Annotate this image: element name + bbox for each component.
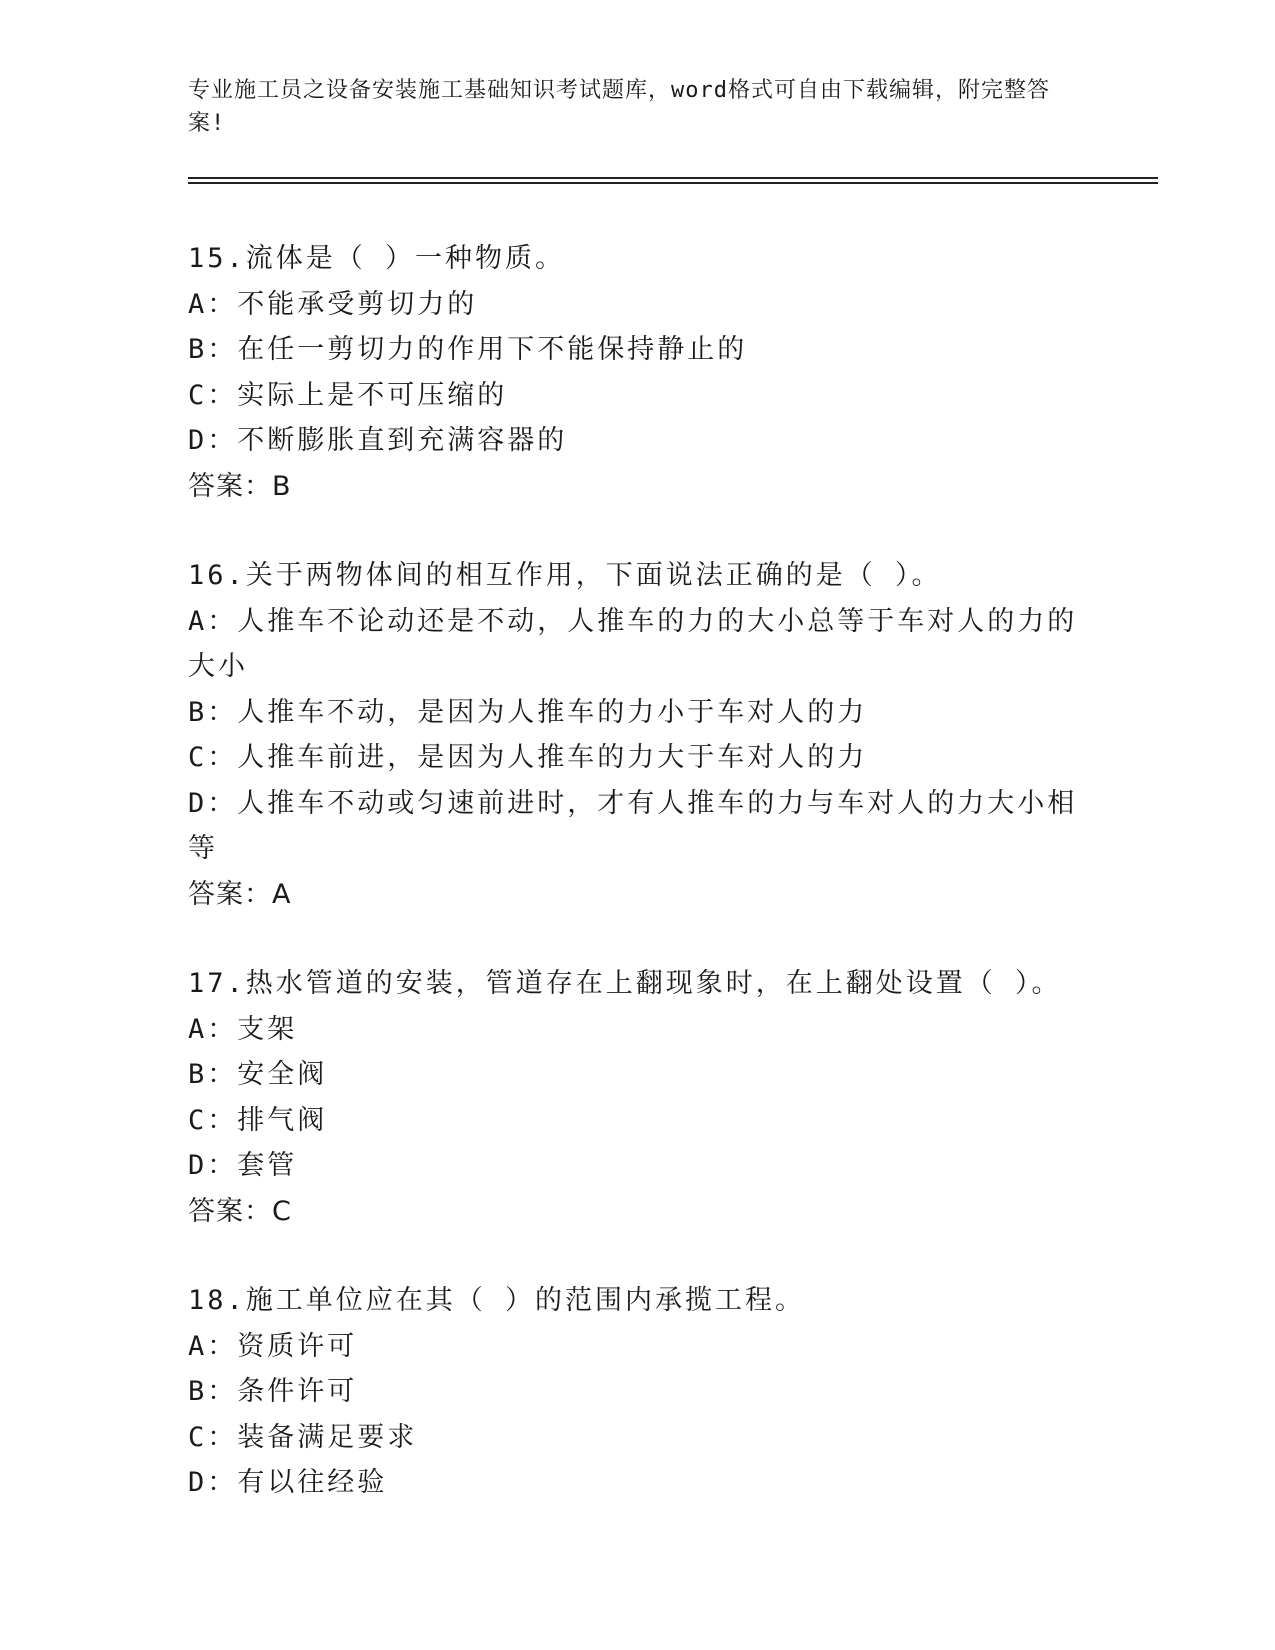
option-b: B：条件许可: [188, 1376, 358, 1407]
option-c: C：实际上是不可压缩的: [188, 379, 508, 411]
header-divider-bottom: [188, 182, 1158, 184]
question-18: [188, 1278, 1088, 1506]
question-stem: 15.流体是（ ）一种物质。: [188, 243, 566, 274]
header-divider-top: [188, 177, 1158, 179]
option-a: A：不能承受剪切力的: [188, 288, 478, 320]
question-15: [188, 236, 1088, 509]
document-header: 专业施工员之设备安装施工基础知识考试题库，word格式可自由下载编辑，附完整答案!: [188, 78, 1050, 136]
option-a: A：人推车不论动还是不动，人推车的力的大小总等于车对人的力的大小: [188, 605, 1078, 682]
option-b: B：安全阀: [188, 1059, 328, 1090]
option-c: C：人推车前进，是因为人推车的力大于车对人的力: [188, 742, 868, 773]
question-17: [188, 961, 1088, 1234]
option-b: B：人推车不动，是因为人推车的力小于车对人的力: [188, 696, 868, 728]
answer-line: 答案：B: [188, 470, 292, 502]
question-stem: 17.热水管道的安装，管道存在上翻现象时，在上翻处设置（ ）。: [188, 968, 1062, 999]
option-d: D：人推车不动或匀速前进时，才有人推车的力与车对人的力大小相等: [188, 787, 1078, 864]
option-c: C：装备满足要求: [188, 1421, 418, 1453]
answer-line: 答案：C: [188, 1195, 292, 1227]
option-c: C：排气阀: [188, 1104, 328, 1136]
question-list: [188, 236, 1088, 1550]
option-d: D：不断膨胀直到充满容器的: [188, 425, 568, 456]
question-stem: 16.关于两物体间的相互作用，下面说法正确的是（ ）。: [188, 560, 942, 591]
question-16: [188, 553, 1088, 917]
question-stem: 18.施工单位应在其（ ）的范围内承揽工程。: [188, 1285, 806, 1316]
option-b: B：在任一剪切力的作用下不能保持静止的: [188, 334, 748, 365]
option-a: A：资质许可: [188, 1330, 358, 1362]
answer-line: 答案：A: [188, 878, 292, 910]
option-a: A：支架: [188, 1013, 298, 1045]
option-d: D：有以往经验: [188, 1467, 388, 1498]
option-d: D：套管: [188, 1150, 298, 1181]
